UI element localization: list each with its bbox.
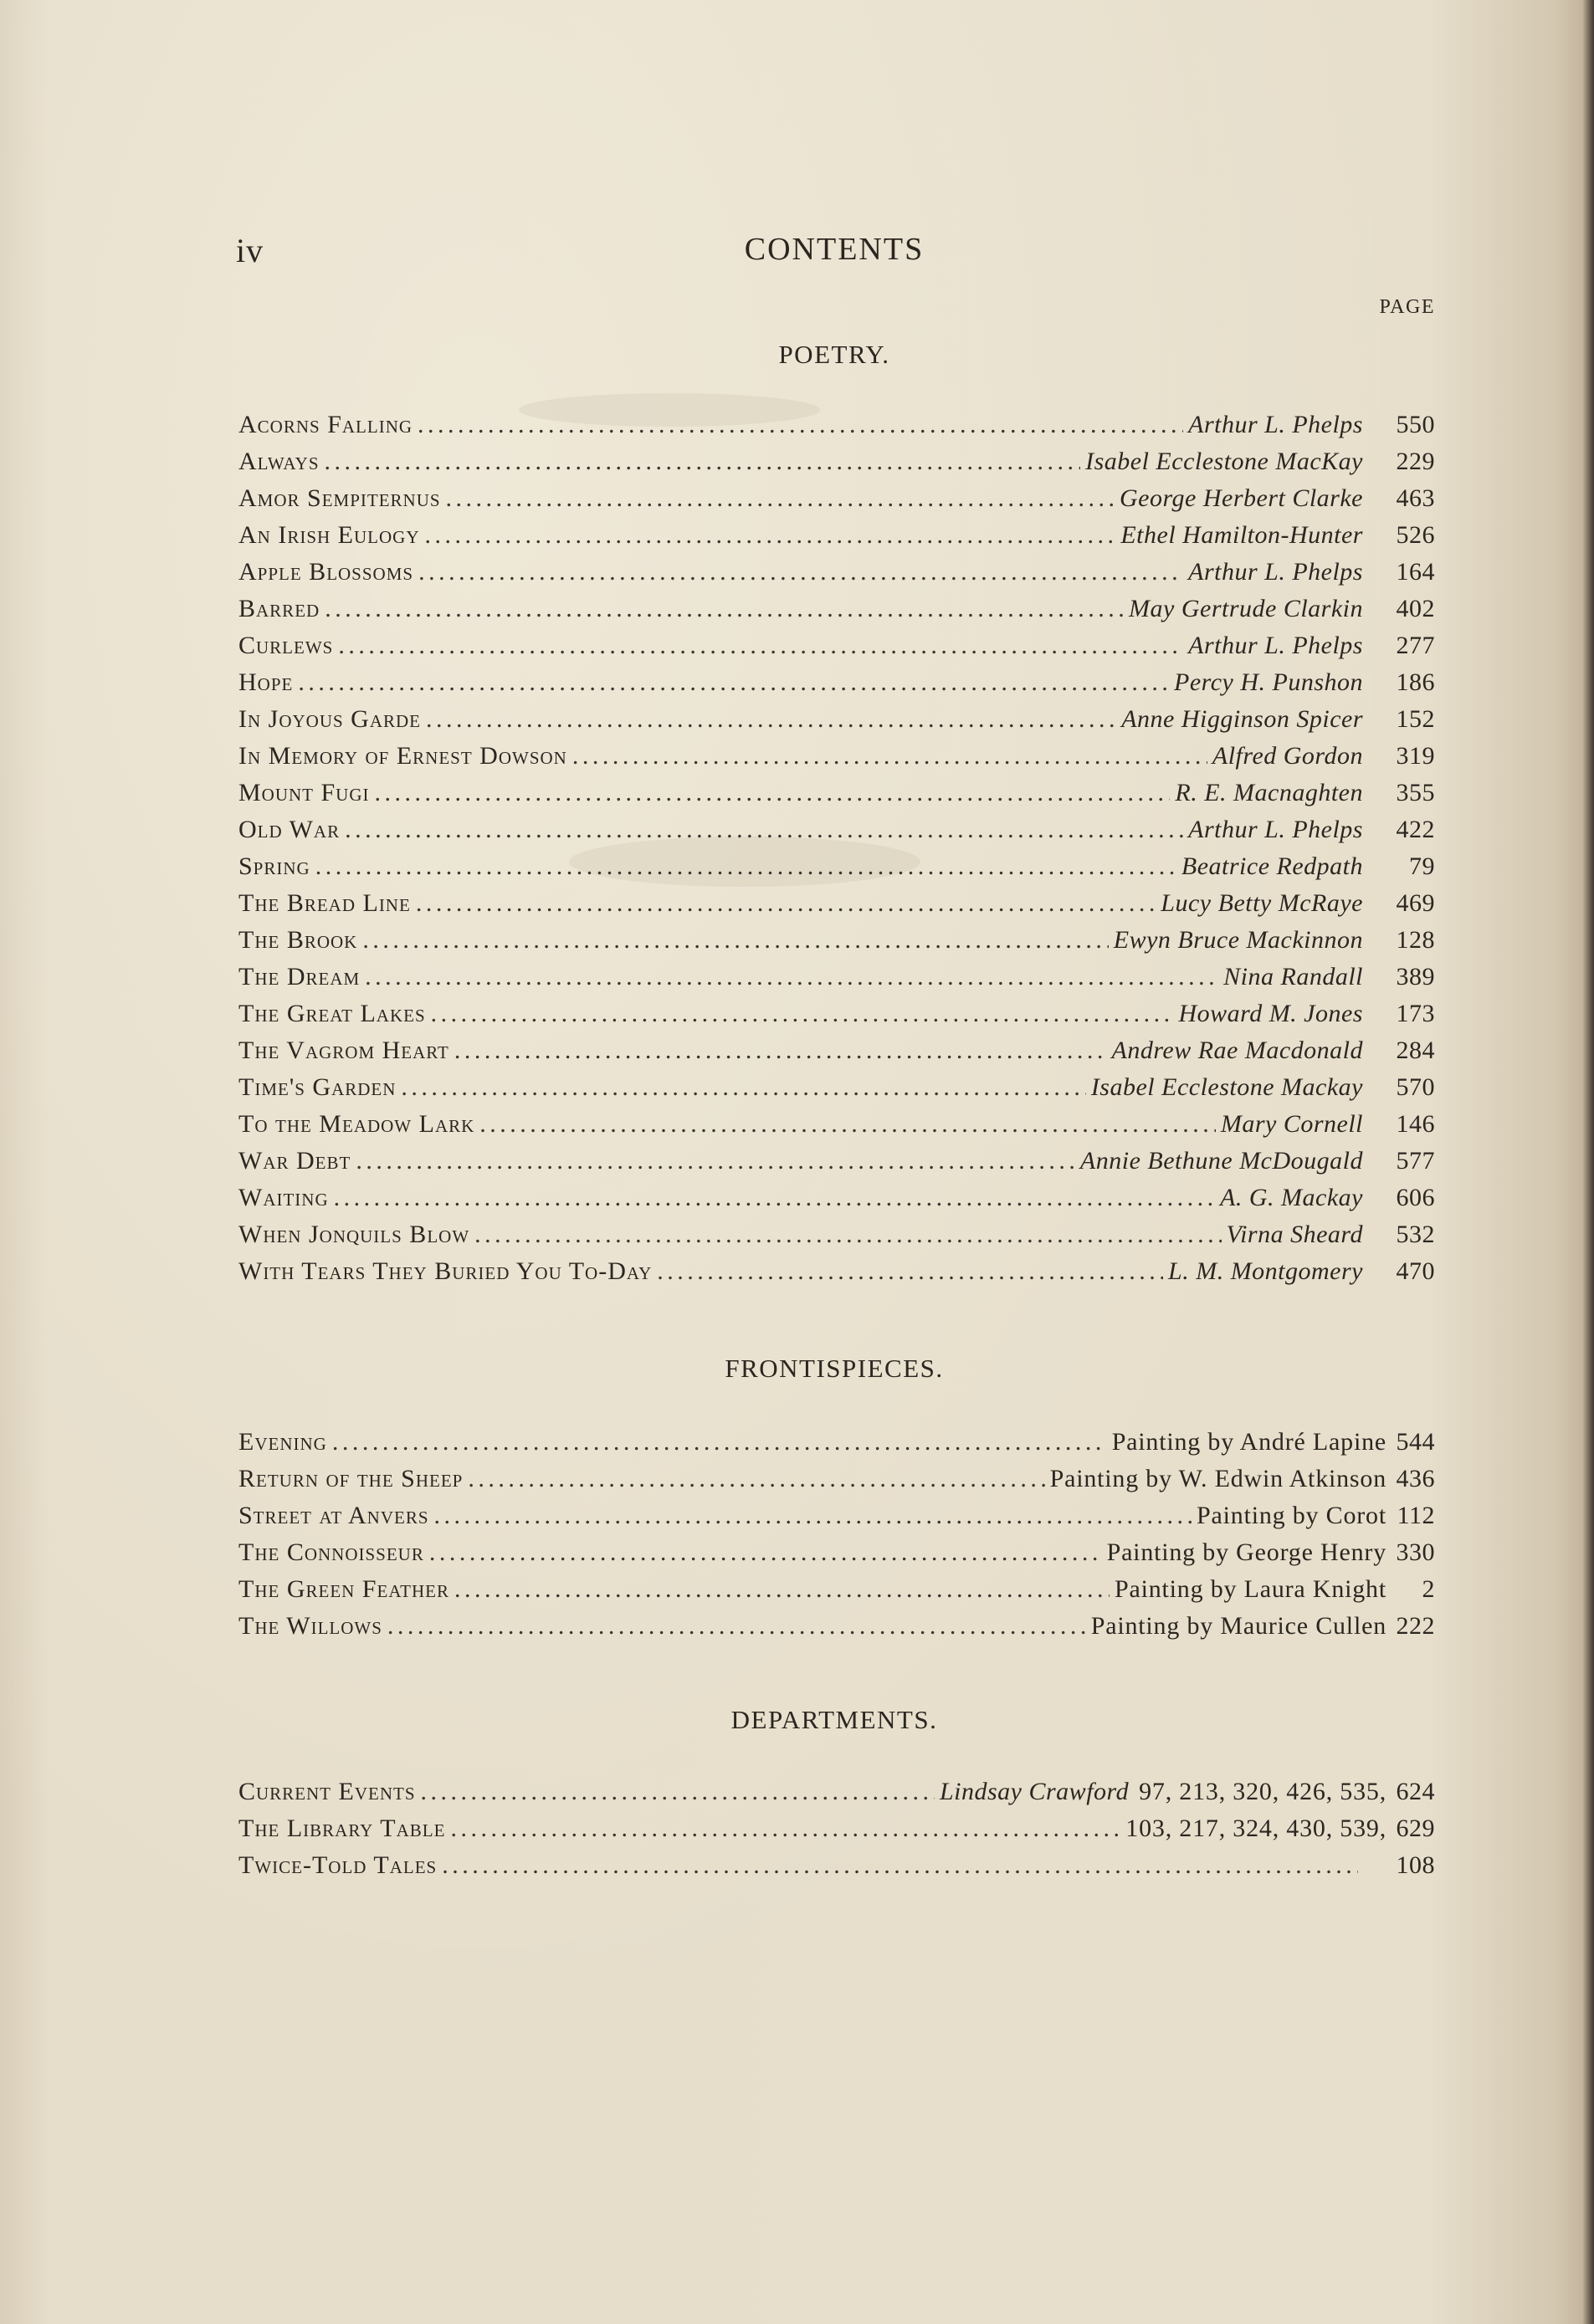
toc-entry: [238, 407, 1435, 443]
entry-title: War Debt: [238, 1147, 351, 1175]
entry-title: Twice-Told Tales: [238, 1851, 438, 1879]
dot-leader: [424, 517, 1115, 554]
entry-title: Acorns Falling: [238, 411, 413, 438]
entry-title: The Brook: [238, 926, 358, 954]
entry-page-number: 319: [1396, 742, 1435, 770]
entry-title: Hope: [238, 668, 294, 696]
toc-entry: [238, 443, 1435, 480]
page-spine-shadow: [1582, 0, 1594, 2324]
entry-author: Howard M. Jones: [1178, 1000, 1363, 1027]
entry-author: Ethel Hamilton-Hunter: [1120, 521, 1363, 549]
entry-page-number: 624: [1396, 1778, 1435, 1805]
entry-author: R. E. Macnaghten: [1175, 779, 1363, 806]
entry-author: Lindsay Crawford: [939, 1778, 1130, 1805]
page-column-label: PAGE: [1379, 296, 1435, 318]
entry-title: Waiting: [238, 1184, 329, 1211]
dot-leader: [345, 811, 1183, 848]
toc-entry: [238, 701, 1435, 738]
toc-entry: [238, 1461, 1435, 1497]
frontispieces-heading: FRONTISPIECES.: [725, 1354, 944, 1383]
dot-leader: [429, 1534, 1102, 1571]
entry-page-number: 330: [1396, 1538, 1435, 1566]
entry-page-number: 469: [1396, 889, 1435, 917]
toc-entry: [238, 1180, 1435, 1216]
entry-title: The Vagrom Heart: [238, 1037, 449, 1064]
toc-entry: [238, 1774, 1435, 1810]
dot-leader: [572, 738, 1207, 775]
toc-entry: [238, 1032, 1435, 1069]
toc-entry: [238, 1216, 1435, 1253]
poetry-list: [238, 407, 1435, 1290]
entry-author: Arthur L. Phelps: [1188, 632, 1363, 659]
toc-entry: [238, 480, 1435, 517]
entry-page-number: 570: [1396, 1073, 1435, 1101]
entry-title: Amor Sempiternus: [238, 484, 441, 512]
dot-leader: [421, 1774, 935, 1810]
dot-leader: [338, 627, 1183, 664]
dot-leader: [362, 922, 1108, 959]
entry-page-number: 544: [1396, 1428, 1435, 1456]
entry-title: Evening: [238, 1428, 327, 1456]
page-title: CONTENTS: [744, 232, 925, 267]
entry-author: Beatrice Redpath: [1181, 852, 1363, 880]
entry-title: Return of the Sheep: [238, 1465, 464, 1492]
entry-title: Barred: [238, 595, 320, 622]
entry-title: With Tears They Buried You To-Day: [238, 1257, 653, 1285]
entry-author: Isabel Ecclestone Mackay: [1090, 1073, 1363, 1101]
dot-leader: [325, 443, 1081, 480]
poetry-heading: POETRY.: [778, 340, 890, 369]
entry-author: May Gertrude Clarkin: [1129, 595, 1363, 622]
entry-credit: Painting by Laura Knight: [1115, 1575, 1386, 1603]
dot-leader: [454, 1032, 1107, 1069]
toc-entry: [238, 1106, 1435, 1143]
entry-title: Time's Garden: [238, 1073, 397, 1101]
dot-leader: [468, 1461, 1044, 1497]
entry-author: Arthur L. Phelps: [1188, 816, 1363, 843]
dot-leader: [416, 885, 1156, 922]
entry-page-number: 550: [1396, 411, 1435, 438]
entry-page-number: 222: [1396, 1612, 1435, 1640]
toc-entry: [238, 517, 1435, 554]
entry-title: The Willows: [238, 1612, 382, 1640]
toc-entry: [238, 554, 1435, 591]
entry-page-number: 108: [1396, 1851, 1435, 1879]
entry-page-number: 355: [1396, 779, 1435, 806]
dot-leader: [387, 1608, 1086, 1645]
toc-entry: [238, 664, 1435, 701]
toc-entry: [238, 1847, 1435, 1884]
toc-entry: [238, 1424, 1435, 1461]
frontispieces-list: [238, 1424, 1435, 1645]
dot-leader: [375, 775, 1171, 811]
entry-credit: 97, 213, 320, 426, 535,: [1139, 1778, 1386, 1805]
entry-title: Current Events: [238, 1778, 416, 1805]
dot-leader: [418, 554, 1183, 591]
entry-title: Always: [238, 448, 320, 475]
entry-title: To the Meadow Lark: [238, 1110, 475, 1138]
dot-leader: [298, 664, 1169, 701]
toc-entry: [238, 1571, 1435, 1608]
entry-page-number: 526: [1396, 521, 1435, 549]
toc-entry: [238, 591, 1435, 627]
dot-leader: [418, 407, 1183, 443]
dot-leader: [325, 591, 1124, 627]
entry-author: Lucy Betty McRaye: [1161, 889, 1363, 917]
entry-title: Mount Fugi: [238, 779, 370, 806]
toc-entry: [238, 922, 1435, 959]
entry-title: Curlews: [238, 632, 334, 659]
dot-leader: [431, 996, 1174, 1032]
page-header: [236, 231, 1433, 281]
entry-title: Apple Blossoms: [238, 558, 414, 586]
entry-page-number: 463: [1396, 484, 1435, 512]
entry-page-number: 186: [1396, 668, 1435, 696]
entry-credit: Painting by W. Edwin Atkinson: [1049, 1465, 1386, 1492]
entry-page-number: 470: [1396, 1257, 1435, 1285]
toc-entry: [238, 848, 1435, 885]
entry-title: In Memory of Ernest Dowson: [238, 742, 567, 770]
toc-entry: [238, 1534, 1435, 1571]
dot-leader: [426, 701, 1116, 738]
entry-title: The Green Feather: [238, 1575, 449, 1603]
entry-title: Street at Anvers: [238, 1502, 429, 1529]
departments-heading: DEPARTMENTS.: [730, 1705, 938, 1734]
entry-page-number: 402: [1396, 595, 1435, 622]
entry-author: Annie Bethune McDougald: [1079, 1147, 1363, 1175]
entry-title: The Library Table: [238, 1815, 446, 1842]
toc-entry: [238, 1608, 1435, 1645]
entry-page-number: 2: [1422, 1575, 1435, 1603]
entry-title: Spring: [238, 852, 310, 880]
entry-page-number: 284: [1396, 1037, 1435, 1064]
entry-author: Mary Cornell: [1220, 1110, 1363, 1138]
entry-page-number: 277: [1396, 632, 1435, 659]
entry-author: Andrew Rae Macdonald: [1111, 1037, 1363, 1064]
entry-credit: Painting by André Lapine: [1111, 1428, 1386, 1456]
toc-entry: [238, 811, 1435, 848]
entry-credit: Painting by George Henry: [1106, 1538, 1386, 1566]
entry-author: L. M. Montgomery: [1168, 1257, 1363, 1285]
dot-leader: [365, 959, 1218, 996]
entry-credit: 103, 217, 324, 430, 539,: [1125, 1815, 1386, 1842]
entry-page-number: 629: [1396, 1815, 1435, 1842]
entry-credit: Painting by Corot: [1197, 1502, 1386, 1529]
dot-leader: [454, 1571, 1110, 1608]
entry-title: When Jonquils Blow: [238, 1221, 470, 1248]
toc-entry: [238, 1143, 1435, 1180]
toc-entry: [238, 885, 1435, 922]
dot-leader: [442, 1847, 1358, 1884]
entry-title: Old War: [238, 816, 341, 843]
entry-page-number: 164: [1396, 558, 1435, 586]
toc-entry: [238, 1069, 1435, 1106]
entry-page-number: 229: [1396, 448, 1435, 475]
toc-entry: [238, 1810, 1435, 1847]
entry-page-number: 79: [1409, 852, 1435, 880]
entry-author: Arthur L. Phelps: [1188, 411, 1363, 438]
entry-author: Alfred Gordon: [1212, 742, 1363, 770]
toc-entry: [238, 996, 1435, 1032]
toc-entry: [238, 627, 1435, 664]
entry-page-number: 112: [1397, 1502, 1435, 1529]
entry-author: George Herbert Clarke: [1120, 484, 1363, 512]
dot-leader: [401, 1069, 1085, 1106]
entry-title: The Connoisseur: [238, 1538, 424, 1566]
dot-leader: [474, 1216, 1221, 1253]
entry-author: Percy H. Punshon: [1174, 668, 1363, 696]
entry-title: In Joyous Garde: [238, 705, 422, 733]
entry-author: Anne Higginson Spicer: [1121, 705, 1363, 733]
entry-page-number: 389: [1396, 963, 1435, 991]
entry-page-number: 436: [1396, 1465, 1435, 1492]
entry-author: A. G. Mackay: [1220, 1184, 1363, 1211]
entry-author: Isabel Ecclestone MacKay: [1085, 448, 1363, 475]
dot-leader: [434, 1497, 1192, 1534]
toc-entry: [238, 738, 1435, 775]
toc-entry: [238, 959, 1435, 996]
dot-leader: [332, 1424, 1107, 1461]
entry-page-number: 422: [1396, 816, 1435, 843]
entry-author: Arthur L. Phelps: [1188, 558, 1363, 586]
toc-entry: [238, 1253, 1435, 1290]
entry-page-number: 577: [1396, 1147, 1435, 1175]
dot-leader: [315, 848, 1176, 885]
dot-leader: [657, 1253, 1163, 1290]
toc-entry: [238, 775, 1435, 811]
entry-title: The Bread Line: [238, 889, 411, 917]
dot-leader: [334, 1180, 1215, 1216]
entry-author: Virna Sheard: [1226, 1221, 1363, 1248]
entry-page-number: 146: [1396, 1110, 1435, 1138]
entry-title: The Great Lakes: [238, 1000, 426, 1027]
entry-credit: Painting by Maurice Cullen: [1090, 1612, 1386, 1640]
dot-leader: [356, 1143, 1075, 1180]
page-folio: iv: [236, 232, 264, 269]
entry-page-number: 173: [1396, 1000, 1435, 1027]
entry-page-number: 152: [1396, 705, 1435, 733]
dot-leader: [450, 1810, 1120, 1847]
dot-leader: [446, 480, 1115, 517]
entry-title: The Dream: [238, 963, 361, 991]
entry-author: Nina Randall: [1223, 963, 1363, 991]
dot-leader: [479, 1106, 1216, 1143]
toc-entry: [238, 1497, 1435, 1534]
entry-page-number: 606: [1396, 1184, 1435, 1211]
entry-page-number: 532: [1396, 1221, 1435, 1248]
entry-page-number: 128: [1396, 926, 1435, 954]
entry-author: Ewyn Bruce Mackinnon: [1113, 926, 1363, 954]
departments-list: [238, 1774, 1435, 1884]
entry-title: An Irish Eulogy: [238, 521, 420, 549]
